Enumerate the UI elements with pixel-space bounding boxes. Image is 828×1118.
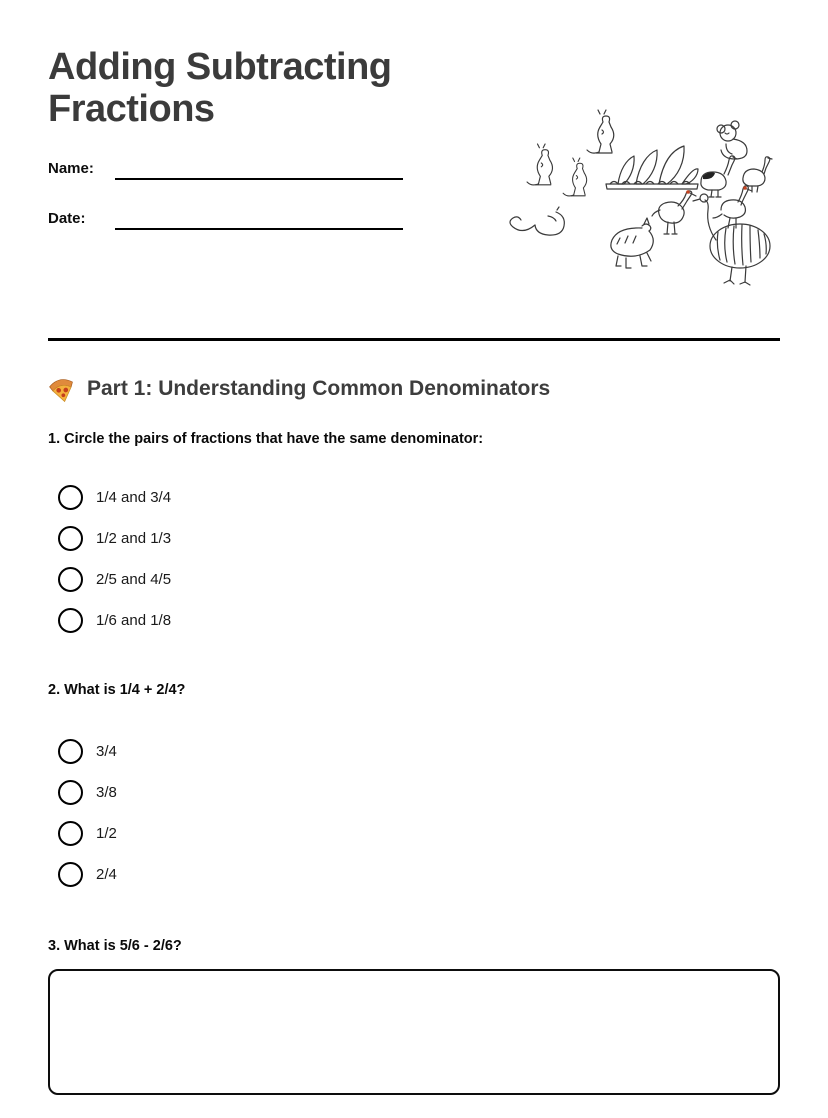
radio-option[interactable] — [58, 607, 780, 633]
koala-icon — [717, 121, 747, 159]
brolga-crane-icon — [652, 190, 696, 234]
question-2-label: 2. What is 1/4 + 2/4? — [48, 682, 186, 698]
radio-option[interactable] — [58, 525, 780, 551]
australian-animals-illustration — [502, 106, 792, 296]
option-label: 1/4 and 3/4 — [96, 488, 172, 506]
page-title: Adding Subtracting Fractions — [48, 46, 392, 130]
radio-circle[interactable] — [58, 821, 83, 846]
radio-circle[interactable] — [58, 567, 83, 592]
radio-option[interactable] — [58, 566, 780, 592]
name-input-line[interactable] — [115, 158, 403, 180]
option-label: 3/4 — [96, 742, 117, 760]
option-label: 1/6 and 1/8 — [96, 611, 172, 629]
radio-option[interactable] — [58, 484, 780, 510]
brolga-crane-icon-2 — [713, 186, 752, 228]
radio-circle[interactable] — [58, 608, 83, 633]
option-label: 2/4 — [96, 865, 117, 883]
emu-icon — [693, 194, 770, 285]
radio-circle[interactable] — [58, 739, 83, 764]
radio-option[interactable] — [58, 779, 780, 805]
option-label: 3/8 — [96, 783, 117, 801]
radio-circle[interactable] — [58, 526, 83, 551]
answer-box[interactable] — [48, 969, 780, 1095]
radio-option[interactable] — [58, 820, 780, 846]
question-2-options — [48, 738, 780, 887]
question-1-options — [48, 484, 780, 633]
option-label: 2/5 and 4/5 — [96, 570, 172, 588]
date-label: Date: — [48, 210, 86, 227]
section-heading: Part 1: Understanding Common Denominators — [87, 377, 551, 400]
opera-house-icon — [606, 146, 698, 189]
question-3-label: 3. What is 5/6 - 2/6? — [48, 938, 182, 954]
pizza-icon — [45, 372, 78, 405]
radio-circle[interactable] — [58, 780, 83, 805]
radio-option[interactable] — [58, 861, 780, 887]
section-header — [48, 375, 780, 403]
radio-circle[interactable] — [58, 485, 83, 510]
name-label: Name: — [48, 160, 94, 177]
section-divider — [48, 338, 780, 341]
magpie-goose-icon — [701, 156, 737, 197]
curled-possum-icon — [510, 207, 564, 235]
option-label: 1/2 — [96, 824, 117, 842]
question-1-label: 1. Circle the pairs of fractions that have the same denominator: — [48, 431, 484, 447]
option-label: 1/2 and 1/3 — [96, 529, 172, 547]
radio-option[interactable] — [58, 738, 780, 764]
wallaby-icon — [611, 218, 653, 268]
radio-circle[interactable] — [58, 862, 83, 887]
date-input-line[interactable] — [115, 208, 403, 230]
